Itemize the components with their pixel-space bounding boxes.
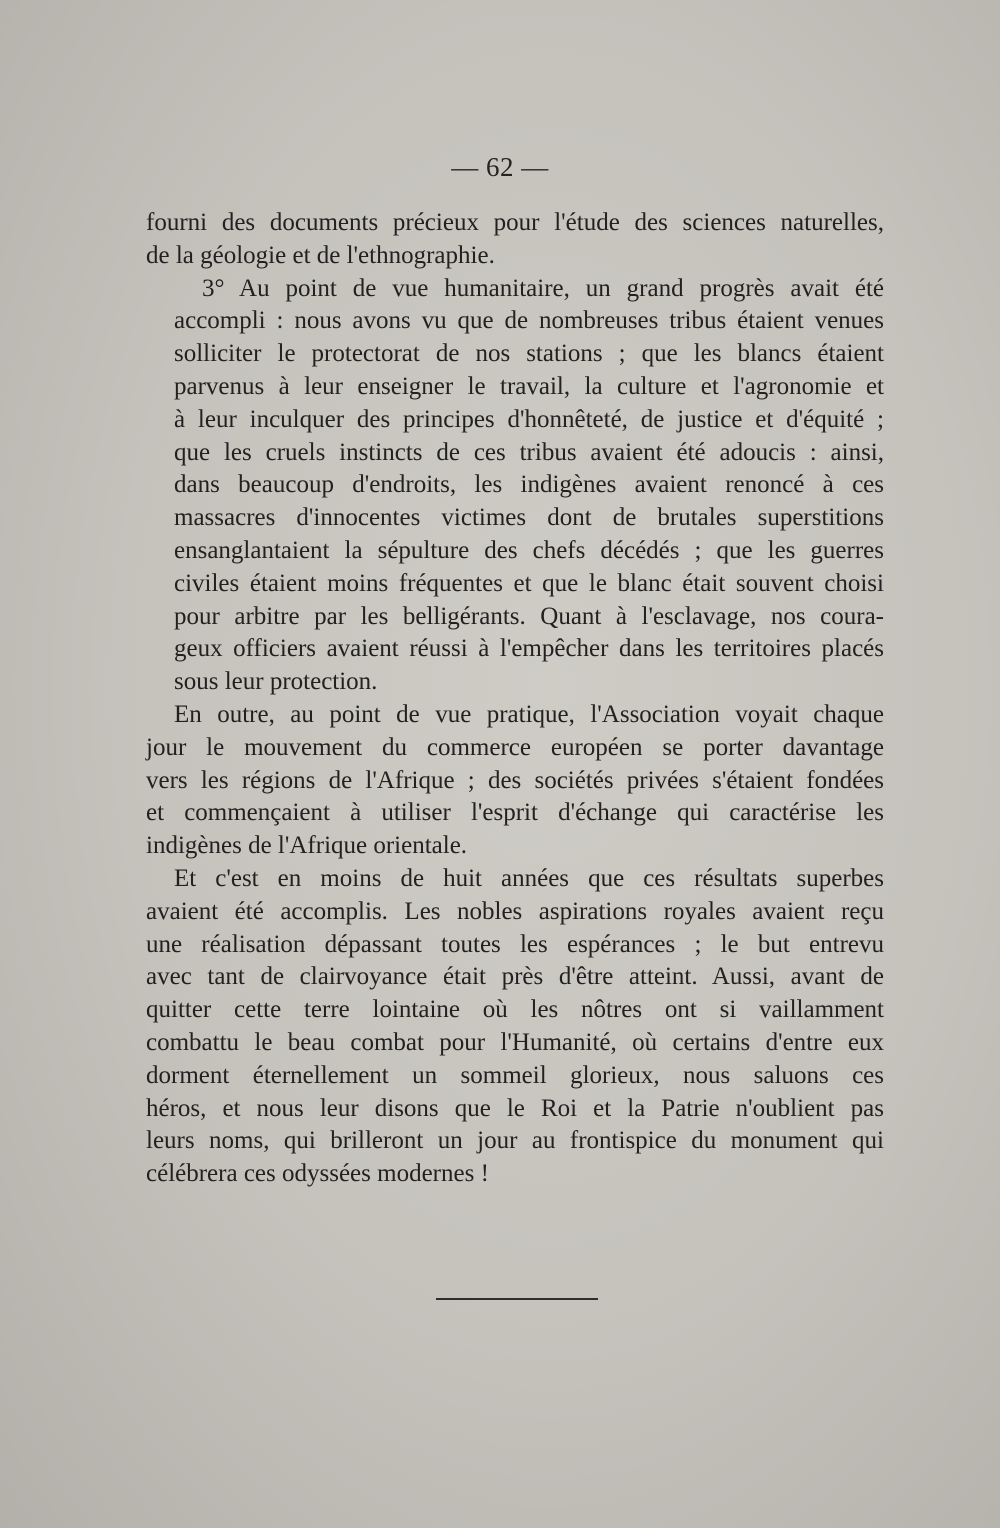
text-line: En outre, au point de vue pratique, l'Association voyait chaque <box>174 700 884 728</box>
text-line: civiles étaient moins fréquentes et que le blanc était souvent choisi <box>174 569 884 597</box>
end-rule-divider <box>436 1298 598 1300</box>
paragraph-3 <box>146 699 884 863</box>
text-line: que les cruels instincts de ces tribus avaient été adoucis : ainsi, <box>174 438 884 466</box>
text-line: avec tant de clairvoyance était près d'être atteint. Aussi, avant de <box>146 963 884 991</box>
text-line: dorment éternellement un sommeil glorieux, nous saluons ces <box>146 1061 884 1089</box>
text-line: et commençaient à utiliser l'esprit d'échange qui caractérise les <box>146 799 884 827</box>
page-number: — 62 — <box>451 152 549 182</box>
text-line: fourni des documents précieux pour l'étude des sciences naturelles, <box>146 209 884 236</box>
text-line: 3° Au point de vue humanitaire, un grand progrès avait été <box>202 274 884 302</box>
text-line: à leur inculquer des principes d'honnêteté, de justice et d'équité ; <box>174 405 884 433</box>
text-line: ensanglantaient la sépulture des chefs décédés ; que les guerres <box>174 536 884 564</box>
text-line: sous leur protection. <box>174 668 378 696</box>
text-line: de la géologie et de l'ethnographie. <box>146 241 495 269</box>
text-line: héros, et nous leur disons que le Roi et la Patrie n'oublient pas <box>146 1094 884 1122</box>
text-line: geux officiers avaient réussi à l'empêcher dans les territoires placés <box>174 635 884 663</box>
paragraph-1 <box>146 207 884 273</box>
text-line: combattu le beau combat pour l'Humanité, où certains d'entre eux <box>146 1028 884 1056</box>
text-line: solliciter le protectorat de nos stations ; que les blancs étaient <box>174 340 884 368</box>
text-line: vers les régions de l'Afrique ; des sociétés privées s'étaient fondées <box>146 766 884 794</box>
text-line: jour le mouvement du commerce européen se porter davantage <box>146 733 884 761</box>
text-line: parvenus à leur enseigner le travail, la culture et l'agronomie et <box>174 372 884 400</box>
text-line: pour arbitre par les belligérants. Quant à l'esclavage, nos coura- <box>174 602 884 630</box>
text-line: célébrera ces odyssées modernes ! <box>146 1160 489 1188</box>
text-line: Et c'est en moins de huit années que ces résultats superbes <box>174 864 884 892</box>
text-line: leurs noms, qui brilleront un jour au frontispice du monument qui <box>146 1127 884 1155</box>
text-line: quitter cette terre lointaine où les nôtres ont si vaillamment <box>146 996 884 1024</box>
text-line: indigènes de l'Afrique orientale. <box>146 832 468 860</box>
text-line: une réalisation dépassant toutes les espérances ; le but entrevu <box>146 930 884 958</box>
text-line: avaient été accomplis. Les nobles aspirations royales avaient reçu <box>146 897 884 925</box>
text-line: accompli : nous avons vu que de nombreuses tribus étaient venues <box>174 307 884 335</box>
paragraph-4 <box>146 863 884 1191</box>
paragraph-2 <box>146 273 884 699</box>
body-text <box>146 207 884 1191</box>
text-line: dans beaucoup d'endroits, les indigènes avaient renoncé à ces <box>174 471 884 499</box>
text-line: massacres d'innocentes victimes dont de brutales superstitions <box>174 504 884 532</box>
